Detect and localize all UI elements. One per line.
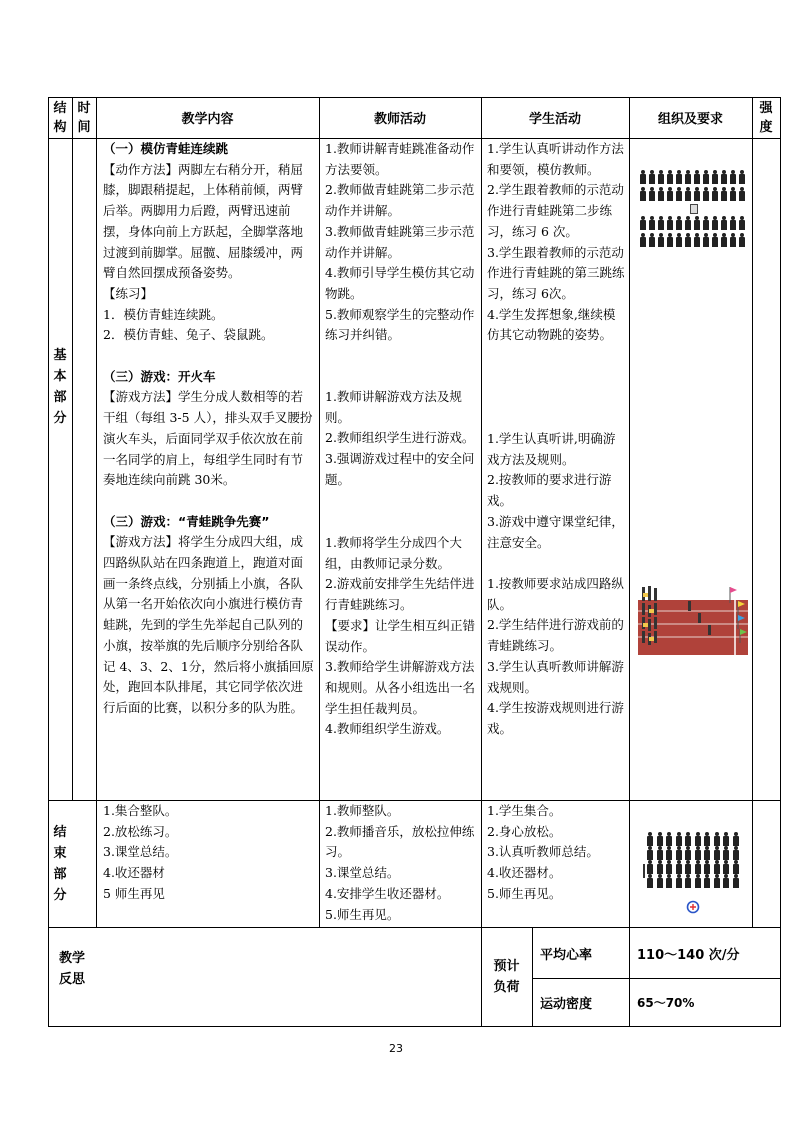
student-figure-icon [666, 874, 672, 888]
student-figure-icon [703, 216, 709, 230]
student-figure-icon [676, 170, 682, 184]
student-figure-icon [704, 846, 710, 860]
student-figure-icon [723, 860, 729, 874]
student-figure-icon [739, 216, 745, 230]
end-teacher-activity: 1.教师整队。 2.教师播音乐，放松拉伸练习。 3.课堂总结。 4.安排学生收还器材。 5.师生再见。 [325, 803, 475, 922]
student-figure-icon [685, 874, 691, 888]
student-figure-icon [667, 170, 673, 184]
student-figure-icon [723, 832, 729, 846]
student-figure-icon [694, 216, 700, 230]
student-figure-icon [739, 170, 745, 184]
basic-paragraph-6: 【游戏方法】将学生分成四大组，成四路纵队站在四条跑道上，跑道对面画一条终点线，分别插上小旗，各队从第一名开始依次向小旗进行模仿青蛙跳，先到的学生先举起自己队列的小旗，按举旗的先后顺序分别给各队记 4、3、2、1分，然后将小旗插回原处，跑回本队排尾，其它同学依次进行后面的比赛，以积分多的队为胜。 [103, 534, 314, 715]
basic-teacher-activity-2: 1.教师讲解游戏方法及规则。 2.教师组织学生进行游戏。 3.强调游戏过程中的安全问题。 [325, 389, 475, 487]
student-figure-icon [676, 832, 682, 846]
basic-paragraph-1: 【动作方法】两脚左右稍分开，稍屈膝，脚跟稍提起，上体稍前倾，两臂后举。两脚用力后蹬，两臂迅速前摆，身体向前上方跃起，全脚掌落地过渡到前脚掌。屈髋、屈膝缓冲，两臂自然回摆成预备姿势。 [103, 161, 304, 281]
student-figure-icon [712, 187, 718, 201]
student-figure-icon [676, 846, 682, 860]
student-figure-icon [694, 170, 700, 184]
track-game-diagram [638, 583, 748, 655]
student-figure-icon [685, 846, 691, 860]
student-figure-icon [714, 874, 720, 888]
student-figure-icon [685, 860, 691, 874]
student-figure-icon [723, 846, 729, 860]
student-figure-icon [685, 216, 691, 230]
student-figure-icon [658, 170, 664, 184]
student-figure-icon [721, 216, 727, 230]
student-figure-icon [685, 233, 691, 247]
student-figure-icon [695, 846, 701, 860]
student-figure-icon [712, 216, 718, 230]
student-figure-icon [704, 832, 710, 846]
student-figure-icon [704, 874, 710, 888]
student-figure-icon [695, 832, 701, 846]
end-content: 1.集合整队。 2.放松练习。 3.课堂总结。 4.收还器材 5 师生再见 [103, 803, 178, 901]
student-figure-icon [647, 860, 653, 874]
student-figure-icon [694, 233, 700, 247]
student-figure-icon [695, 860, 701, 874]
student-figure-icon [667, 233, 673, 247]
density-value: 65～70% [637, 995, 695, 1010]
basic-content [103, 139, 315, 719]
student-figure-icon [658, 233, 664, 247]
student-figure-icon [730, 233, 736, 247]
student-figure-icon [721, 233, 727, 247]
formation-side-line [643, 864, 645, 878]
header-content: 教学内容 [181, 112, 234, 127]
basic-paragraph-4: 2．模仿青蛙、兔子、袋鼠跳。 [103, 327, 274, 343]
student-figure-icon [714, 846, 720, 860]
header-structure: 结 构 [53, 100, 67, 135]
student-figure-icon [733, 860, 739, 874]
formation-diagram-rows [640, 170, 748, 250]
student-figure-icon [640, 187, 646, 201]
student-figure-icon [703, 233, 709, 247]
student-figure-icon [676, 860, 682, 874]
student-figure-icon [676, 233, 682, 247]
student-figure-icon [703, 170, 709, 184]
teacher-symbol-icon [686, 900, 700, 914]
student-figure-icon [640, 170, 646, 184]
student-figure-icon [649, 233, 655, 247]
student-figure-icon [676, 187, 682, 201]
student-figure-icon [730, 216, 736, 230]
basic-title-3: （三）游戏：“青蛙跳争先赛” [103, 513, 270, 529]
formation-diagram-end [643, 832, 743, 917]
student-figure-icon [721, 187, 727, 201]
student-figure-icon [723, 874, 729, 888]
student-figure-icon [739, 187, 745, 201]
student-figure-icon [649, 187, 655, 201]
heart-rate-label: 平均心率 [540, 947, 593, 963]
student-figure-icon [733, 832, 739, 846]
student-figure-icon [714, 860, 720, 874]
student-figure-icon [647, 874, 653, 888]
basic-student-activity-2: 1.学生认真听讲,明确游戏方法及规则。 2.按教师的要求进行游戏。 3.游戏中遵守课堂纪律，注意安全。 [487, 431, 624, 550]
header-time: 时 间 [77, 100, 91, 135]
student-figure-icon [657, 832, 663, 846]
student-figure-icon [640, 233, 646, 247]
student-figure-icon [704, 860, 710, 874]
student-figure-icon [714, 832, 720, 846]
section-label-basic: 基 本 部 分 [53, 348, 67, 426]
student-figure-icon [647, 846, 653, 860]
student-figure-icon [695, 874, 701, 888]
student-figure-icon [730, 170, 736, 184]
basic-student-activity-1: 1.学生认真听讲动作方法和要领，模仿教师。 2.学生跟着教师的示范动作进行青蛙跳第二步练习，练习 6 次。 3.学生跟着教师的示范动作进行青蛙跳的第三跳练习，练习 6次。 4.学生发挥想象,继续模仿其它动物跳的姿势。 [487, 141, 625, 343]
header-org: 组织及要求 [657, 112, 723, 127]
basic-student-activity-3: 1.按教师要求站成四路纵队。 2.学生结伴进行游戏前的青蛙跳练习。 3.学生认真听教师讲解游戏规则。 4.学生按游戏规则进行游戏。 [487, 576, 624, 736]
header-intensity: 强 度 [759, 100, 773, 135]
student-figure-icon [658, 216, 664, 230]
student-figure-icon [640, 216, 646, 230]
student-figure-icon [649, 216, 655, 230]
basic-teacher-activity-1: 1.教师讲解青蛙跳准备动作方法要领。 2.教师做青蛙跳第二步示范动作并讲解。 3.教师做青蛙跳第三步示范动作并讲解。 4.教师引导学生模仿其它动物跳。 5.教师观察学生的完整动作练习并纠错。 [325, 141, 475, 343]
student-figure-icon [730, 187, 736, 201]
student-figure-icon [657, 874, 663, 888]
student-figure-icon [694, 187, 700, 201]
basic-paragraph-5: 【游戏方法】学生分成人数相等的若干组（每组 3-5 人），排头双手叉腰扮演火车头，后面同学双手依次放在前一名同学的肩上，每组学生同时有节奏地连续向前跳 30米。 [103, 389, 313, 488]
student-figure-icon [657, 846, 663, 860]
header-student: 学生活动 [528, 112, 581, 127]
section-label-end: 结 束 部 分 [53, 825, 67, 903]
student-figure-icon [666, 860, 672, 874]
header-teacher: 教师活动 [373, 112, 426, 127]
student-figure-icon [685, 170, 691, 184]
student-figure-icon [739, 233, 745, 247]
page-number: 23 [389, 1042, 403, 1055]
reflection-content-area[interactable] [97, 928, 481, 1026]
student-figure-icon [657, 860, 663, 874]
student-figure-icon [712, 170, 718, 184]
student-figure-icon [676, 874, 682, 888]
student-figure-icon [649, 170, 655, 184]
student-rows-end [647, 832, 743, 888]
basic-paragraph-2: 【练习】 [103, 285, 154, 301]
student-figure-icon [666, 832, 672, 846]
student-rows-bottom [640, 216, 748, 250]
student-rows-top [640, 170, 748, 204]
heart-rate-value: 110～140 次/分 [637, 947, 740, 963]
student-figure-icon [733, 846, 739, 860]
end-student-activity: 1.学生集合。 2.身心放松。 3.认真听教师总结。 4.收还器材。 5.师生再见。 [487, 803, 599, 901]
density-label: 运动密度 [540, 996, 593, 1012]
student-figure-icon [666, 846, 672, 860]
load-label: 预计 负荷 [493, 959, 520, 995]
student-figure-icon [667, 216, 673, 230]
basic-teacher-activity-3: 1.教师将学生分成四个大组，由教师记录分数。 2.游戏前安排学生先结伴进行青蛙跳练习。 【要求】让学生相互纠正错误动作。 3.教师给学生讲解游戏方法和规则。从各小组选出一名学生担任裁判员。 4.教师组织学生游戏。 [325, 535, 476, 737]
student-figure-icon [721, 170, 727, 184]
student-figure-icon [712, 233, 718, 247]
track-game-image [638, 583, 748, 655]
student-figure-icon [685, 832, 691, 846]
basic-title-1: （一）模仿青蛙连续跳 [103, 141, 229, 156]
teacher-marker [690, 204, 698, 214]
student-figure-icon [658, 187, 664, 201]
student-figure-icon [647, 832, 653, 846]
student-figure-icon [667, 187, 673, 201]
basic-paragraph-3: 1．模仿青蛙连续跳。 [103, 306, 224, 322]
basic-title-2: （三）游戏：开火车 [103, 368, 216, 384]
student-figure-icon [676, 216, 682, 230]
student-figure-icon [703, 187, 709, 201]
student-figure-icon [685, 187, 691, 201]
reflection-label: 教学 反思 [58, 951, 85, 987]
student-figure-icon [733, 874, 739, 888]
